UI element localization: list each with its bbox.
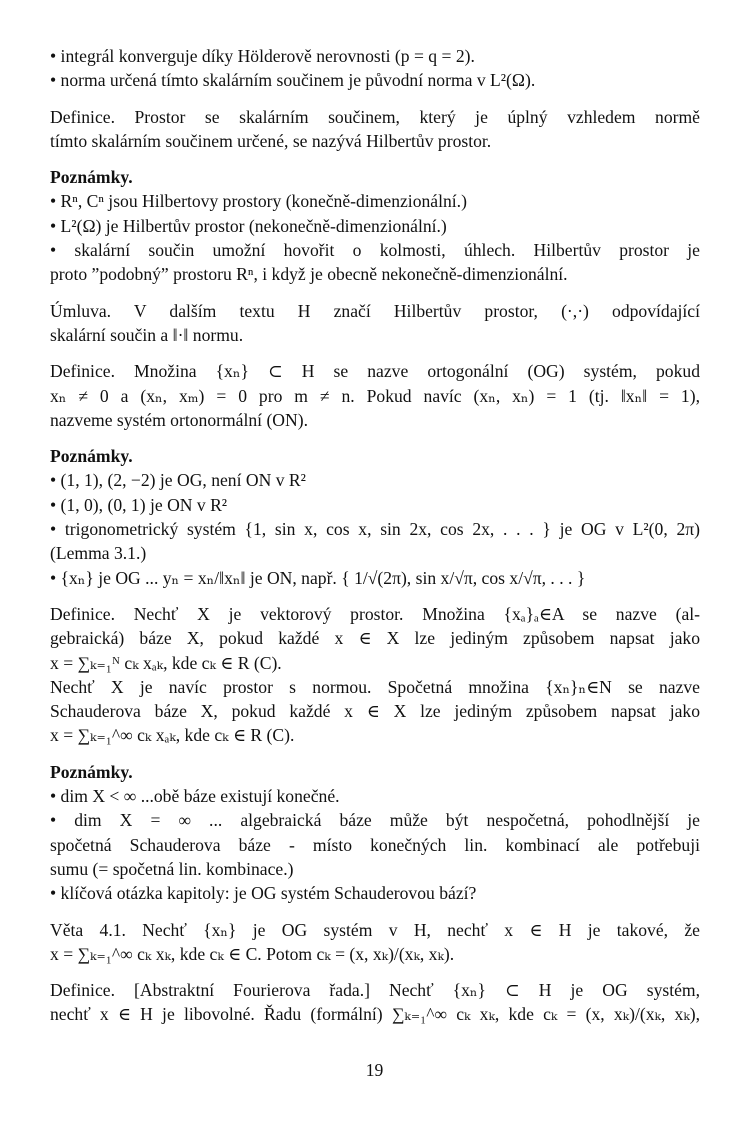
text-line: • dim X = ∞ ... algebraická báze může být nespočetná, pohodlnější je <box>50 810 700 831</box>
text-line: x = ∑ₖ₌₁ᴺ cₖ xₐₖ, kde cₖ ∈ R (C). <box>50 652 282 673</box>
text-line: x = ∑ₖ₌₁^∞ cₖ xₖ, kde cₖ ∈ C. Potom cₖ = (x, xₖ)/(xₖ, xₖ). <box>50 943 455 964</box>
definition-basis: Definice. Nechť X je vektorový prostor. Množina {xₐ}ₐ∈A se nazve (al- <box>50 603 700 624</box>
text-line: spočetná Schauderova báze - místo konečných lin. kombinací ale potřebuji <box>50 834 700 855</box>
section-heading: Poznámky. <box>50 761 133 782</box>
text-line: nechť x ∈ H je libovolné. Řadu (formální) ∑ₖ₌₁^∞ cₖ xₖ, kde cₖ = (x, xₖ)/(xₖ, xₖ), <box>50 1004 700 1025</box>
text-line: nazveme systém ortonormální (ON). <box>50 409 308 430</box>
text-line: gebraická) báze X, pokud každé x ∈ X lze jediným způsobem napsat jako <box>50 628 700 649</box>
section-heading: Poznámky. <box>50 446 133 467</box>
document-page <box>50 44 700 1027</box>
text-line: tímto skalárním součinem určené, se nazývá Hilbertův prostor. <box>50 130 492 151</box>
text-line: Schauderova báze X, pokud každé x ∈ X lze jediným způsobem napsat jako <box>50 701 700 722</box>
text-line: • integrál konverguje díky Hölderově nerovnosti (p = q = 2). <box>50 46 475 66</box>
definition-og-system: Definice. Množina {xₙ} ⊂ H se nazve ortogonální (OG) systém, pokud <box>50 361 700 382</box>
text-line: • (1, 1), (2, −2) je OG, není ON v R² <box>50 470 306 491</box>
text-line: proto ”podobný” prostoru Rⁿ, i když je obecně nekonečně-dimenzionální. <box>50 264 568 285</box>
text-line: Nechť X je navíc prostor s normou. Spočetná množina {xₙ}ₙ∈N se nazve <box>50 676 700 697</box>
text-line: (Lemma 3.1.) <box>50 543 147 564</box>
text-line: x = ∑ₖ₌₁^∞ cₖ xₐₖ, kde cₖ ∈ R (C). <box>50 725 295 746</box>
text-line: • {xₙ} je OG ... yₙ = xₙ/‖xₙ‖ je ON, např. { 1/√(2π), sin x/√π, cos x/√π, . . . } <box>50 567 586 588</box>
definition-hilbert-space: Definice. Prostor se skalárním součinem, který je úplný vzhledem normě <box>50 106 700 127</box>
text-line: • trigonometrický systém {1, sin x, cos x, sin 2x, cos 2x, . . . } je OG v L²(0, 2π) <box>50 519 700 540</box>
section-heading: Poznámky. <box>50 167 133 188</box>
theorem-4-1: Věta 4.1. Nechť {xₙ} je OG systém v H, nechť x ∈ H je takové, že <box>50 919 700 940</box>
convention-paragraph: Úmluva. V dalším textu H značí Hilbertův prostor, (·,·) odpovídající <box>50 300 700 321</box>
text-line: • klíčová otázka kapitoly: je OG systém Schauderovou bází? <box>50 883 477 904</box>
text-line: xₙ ≠ 0 a (xₙ, xₘ) = 0 pro m ≠ n. Pokud navíc (xₙ, xₙ) = 1 (tj. ‖xₙ‖ = 1), <box>50 385 700 406</box>
definition-fourier-series: Definice. [Abstraktní Fourierova řada.] Nechť {xₙ} ⊂ H je OG systém, <box>50 980 700 1001</box>
text-line: • L²(Ω) je Hilbertův prostor (nekonečně-dimenzionální.) <box>50 215 447 236</box>
text-line: skalární součin a ‖·‖ normu. <box>50 324 244 345</box>
text-line: • Rⁿ, Cⁿ jsou Hilbertovy prostory (konečně-dimenzionální.) <box>50 191 467 212</box>
text-line: • (1, 0), (0, 1) je ON v R² <box>50 494 228 515</box>
text-line: • norma určená tímto skalárním součinem je původní norma v L²(Ω). <box>50 70 536 91</box>
text-line: • skalární součin umožní hovořit o kolmosti, úhlech. Hilbertův prostor je <box>50 240 700 261</box>
text-line: • dim X < ∞ ...obě báze existují konečné. <box>50 786 340 807</box>
page-number: 19 <box>365 1060 384 1080</box>
text-line: sumu (= spočetná lin. kombinace.) <box>50 858 294 879</box>
